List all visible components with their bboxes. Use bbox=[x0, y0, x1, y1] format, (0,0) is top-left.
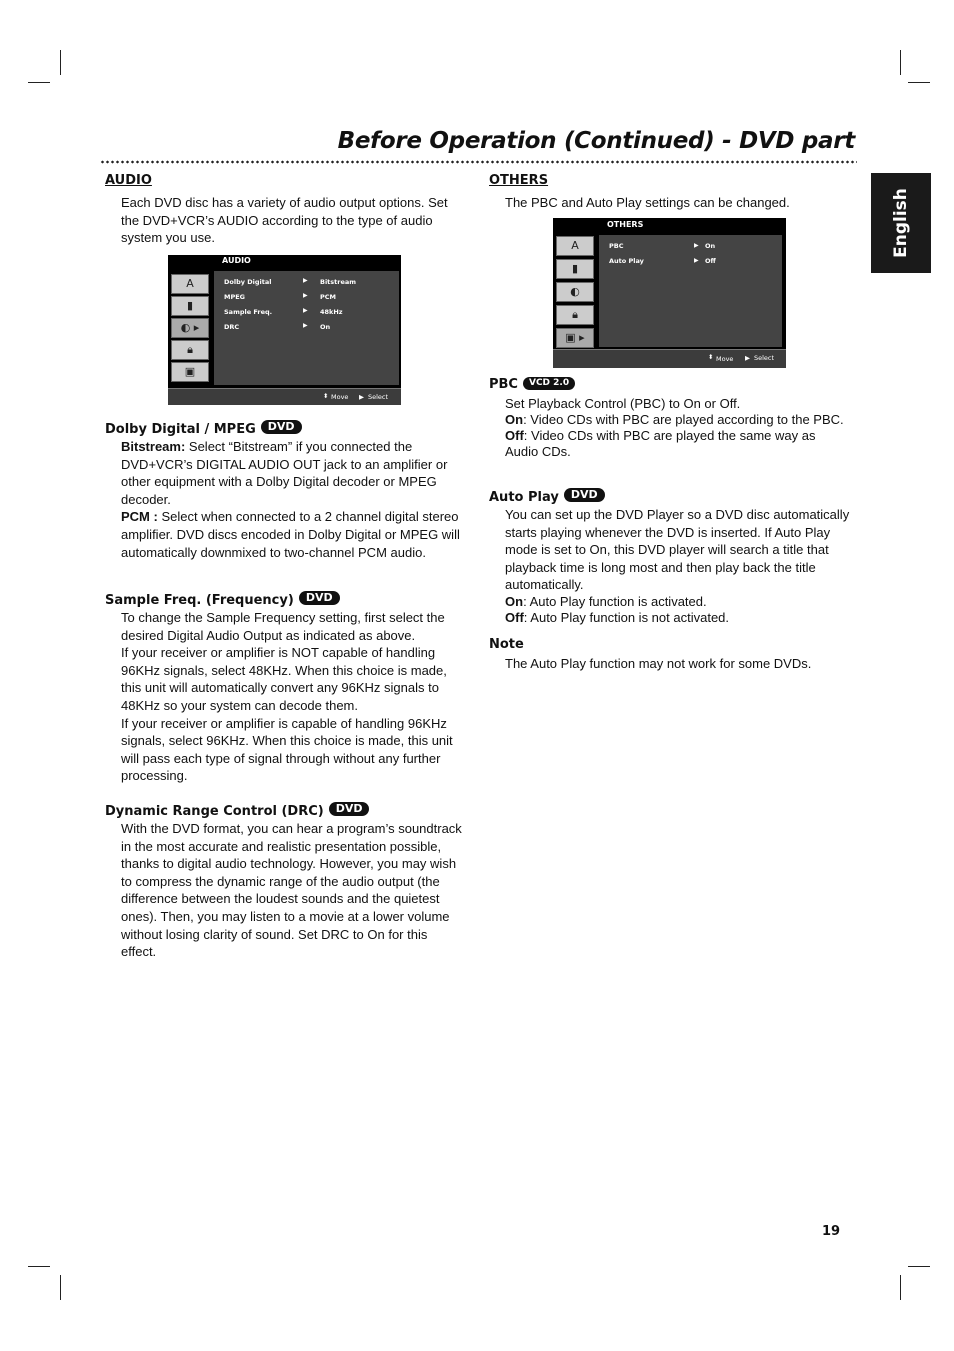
language-tab-label: English bbox=[891, 188, 911, 258]
dvd-badge: DVD bbox=[299, 591, 340, 605]
pbc-body bbox=[505, 396, 850, 460]
audio-heading: AUDIO bbox=[105, 173, 152, 188]
crop-mark bbox=[28, 1266, 50, 1267]
menu-item-label: MPEG bbox=[224, 293, 246, 301]
drc-heading-label: Dynamic Range Control (DRC) bbox=[105, 804, 324, 819]
display-icon: ▮ bbox=[171, 296, 209, 316]
crop-mark bbox=[908, 1266, 930, 1267]
page-number: 19 bbox=[822, 1224, 841, 1239]
audio-icon: ◐ ▸ bbox=[171, 318, 209, 338]
language-icon: A bbox=[556, 236, 594, 256]
move-icon: ⬍ bbox=[323, 392, 329, 400]
dolby-body bbox=[121, 438, 466, 561]
dvd-badge: DVD bbox=[564, 488, 605, 502]
menu-item-label: PBC bbox=[609, 242, 624, 250]
display-icon: ▮ bbox=[556, 259, 594, 279]
footer-select-label: Select bbox=[754, 354, 775, 362]
autoplay-off-text: : Auto Play function is not activated. bbox=[523, 609, 730, 625]
pbc-off-term: Off bbox=[505, 428, 524, 443]
menu-item-value: Bitstream bbox=[320, 278, 357, 286]
others-icon: ▣ ▸ bbox=[556, 328, 594, 348]
pbc-on-term: On bbox=[505, 412, 524, 427]
audio-menu-footer bbox=[168, 388, 401, 405]
drc-body: With the DVD format, you can hear a program’s soundtrack in the most accurate and realistic presentation possible, thanks to digital audio technology. However, you may wish to compress the dynamic range of the audio output (the difference between the loudest sounds and the quietest ones). Then, you may listen to a movie at a lower volume without losing clarity of sound. Set DRC to On for this effect. bbox=[121, 821, 462, 960]
play-arrow-icon: ▶ bbox=[694, 242, 699, 249]
others-menu-footer bbox=[553, 349, 786, 368]
sample-freq-p1: To change the Sample Frequency setting, first select the desired Digital Audio Output as indicated as above. bbox=[121, 610, 445, 643]
play-arrow-icon: ▶ bbox=[303, 307, 308, 314]
menu-item-label: Sample Freq. bbox=[224, 308, 273, 316]
sample-freq-heading-label: Sample Freq. (Frequency) bbox=[105, 593, 294, 608]
lock-icon: 🔒︎ bbox=[556, 305, 594, 325]
vcd-badge: VCD 2.0 bbox=[523, 377, 575, 390]
crop-mark bbox=[900, 1275, 901, 1300]
crop-mark bbox=[60, 50, 61, 75]
menu-item-value: 48kHz bbox=[320, 308, 343, 316]
bitstream-text: Select “Bitstream” if you connected the DVD+VCR’s DIGITAL AUDIO OUT jack to an amplifier or other equipment with a Dolby Digital decoder or MPEG decoder. bbox=[121, 439, 448, 507]
language-tab bbox=[871, 173, 931, 273]
others-icon: ▣ bbox=[171, 362, 209, 382]
autoplay-text: You can set up the DVD Player so a DVD disc automatically starts playing whenever the DVD is inserted. If Auto Play mode is set to On, this DVD player will search a title that playback time is long most and then play back the title automatically. bbox=[505, 507, 850, 593]
select-arrow-icon: ▶ bbox=[359, 393, 364, 401]
menu-item-label: Dolby Digital bbox=[224, 278, 272, 286]
note-heading: Note bbox=[489, 637, 524, 652]
autoplay-on-text: : Auto Play function is activated. bbox=[523, 593, 707, 609]
drc-heading bbox=[105, 802, 369, 819]
lock-icon: 🔒︎ bbox=[171, 340, 209, 360]
autoplay-on-term: On bbox=[505, 593, 524, 609]
pbc-heading-label: PBC bbox=[489, 377, 518, 392]
audio-menu-title: AUDIO bbox=[222, 256, 251, 265]
menu-item-value: PCM bbox=[320, 293, 337, 301]
move-icon: ⬍ bbox=[708, 353, 714, 361]
autoplay-body bbox=[505, 506, 855, 626]
note-text: The Auto Play function may not work for some DVDs. bbox=[505, 656, 812, 671]
menu-item-value: Off bbox=[705, 257, 716, 265]
menu-item-value: On bbox=[320, 323, 331, 331]
pcm-term: PCM : bbox=[121, 509, 158, 525]
bitstream-term: Bitstream: bbox=[121, 439, 186, 454]
audio-icon: ◐ bbox=[556, 282, 594, 302]
title-divider bbox=[100, 160, 857, 164]
play-arrow-icon: ▶ bbox=[303, 292, 308, 299]
pbc-heading bbox=[489, 377, 575, 392]
others-intro: The PBC and Auto Play settings can be changed. bbox=[505, 195, 790, 210]
dolby-heading bbox=[105, 420, 302, 437]
audio-intro: Each DVD disc has a variety of audio output options. Set the DVD+VCR’s AUDIO according to the type of audio system you use. bbox=[121, 195, 448, 246]
crop-mark bbox=[60, 1275, 61, 1300]
play-arrow-icon: ▶ bbox=[303, 277, 308, 284]
autoplay-heading bbox=[489, 488, 605, 505]
crop-mark bbox=[908, 82, 930, 83]
sample-freq-p2: If your receiver or amplifier is NOT capable of handling 96KHz signals, select 48KHz. When this choice is made, this unit will automatically convert any 96KHz signals to 48KHz so your system can decode them. bbox=[121, 645, 447, 713]
language-icon: A bbox=[171, 274, 209, 294]
sample-freq-heading bbox=[105, 591, 340, 608]
others-menu-panel bbox=[599, 235, 782, 347]
autoplay-heading-label: Auto Play bbox=[489, 490, 559, 505]
pbc-off-text: : Video CDs with PBC are played the same way as Audio CDs. bbox=[505, 428, 816, 459]
others-heading: OTHERS bbox=[489, 173, 549, 188]
dolby-heading-label: Dolby Digital / MPEG bbox=[105, 422, 256, 437]
audio-menu-screen bbox=[168, 255, 401, 405]
crop-mark bbox=[900, 50, 901, 75]
pcm-text: Select when connected to a 2 channel digital stereo amplifier. DVD discs encoded in Dolby Digital or MPEG will automatically downmixed to two-channel PCM audio. bbox=[121, 509, 460, 560]
sample-freq-p3: If your receiver or amplifier is capable of handling 96KHz signals, select 96KHz. When this choice is made, this unit will pass each type of signal through without any further processing. bbox=[121, 715, 453, 784]
dvd-badge: DVD bbox=[329, 802, 370, 816]
footer-move-label: Move bbox=[716, 355, 734, 363]
sample-freq-body bbox=[121, 609, 466, 785]
footer-move-label: Move bbox=[331, 393, 349, 401]
crop-mark bbox=[28, 82, 50, 83]
autoplay-off-term: Off bbox=[505, 609, 524, 625]
select-arrow-icon: ▶ bbox=[745, 354, 750, 362]
menu-item-label: DRC bbox=[224, 323, 240, 331]
pbc-on-text: : Video CDs with PBC are played according to the PBC. bbox=[523, 412, 844, 427]
menu-item-value: On bbox=[705, 242, 716, 250]
others-menu-screen bbox=[553, 218, 786, 368]
page-title: Before Operation (Continued) - DVD part bbox=[337, 128, 855, 154]
play-arrow-icon: ▶ bbox=[303, 322, 308, 329]
menu-item-label: Auto Play bbox=[609, 257, 644, 265]
pbc-line1: Set Playback Control (PBC) to On or Off. bbox=[505, 396, 741, 411]
play-arrow-icon: ▶ bbox=[694, 257, 699, 264]
dvd-badge: DVD bbox=[261, 420, 302, 434]
others-menu-title: OTHERS bbox=[607, 220, 644, 229]
footer-select-label: Select bbox=[368, 393, 389, 401]
